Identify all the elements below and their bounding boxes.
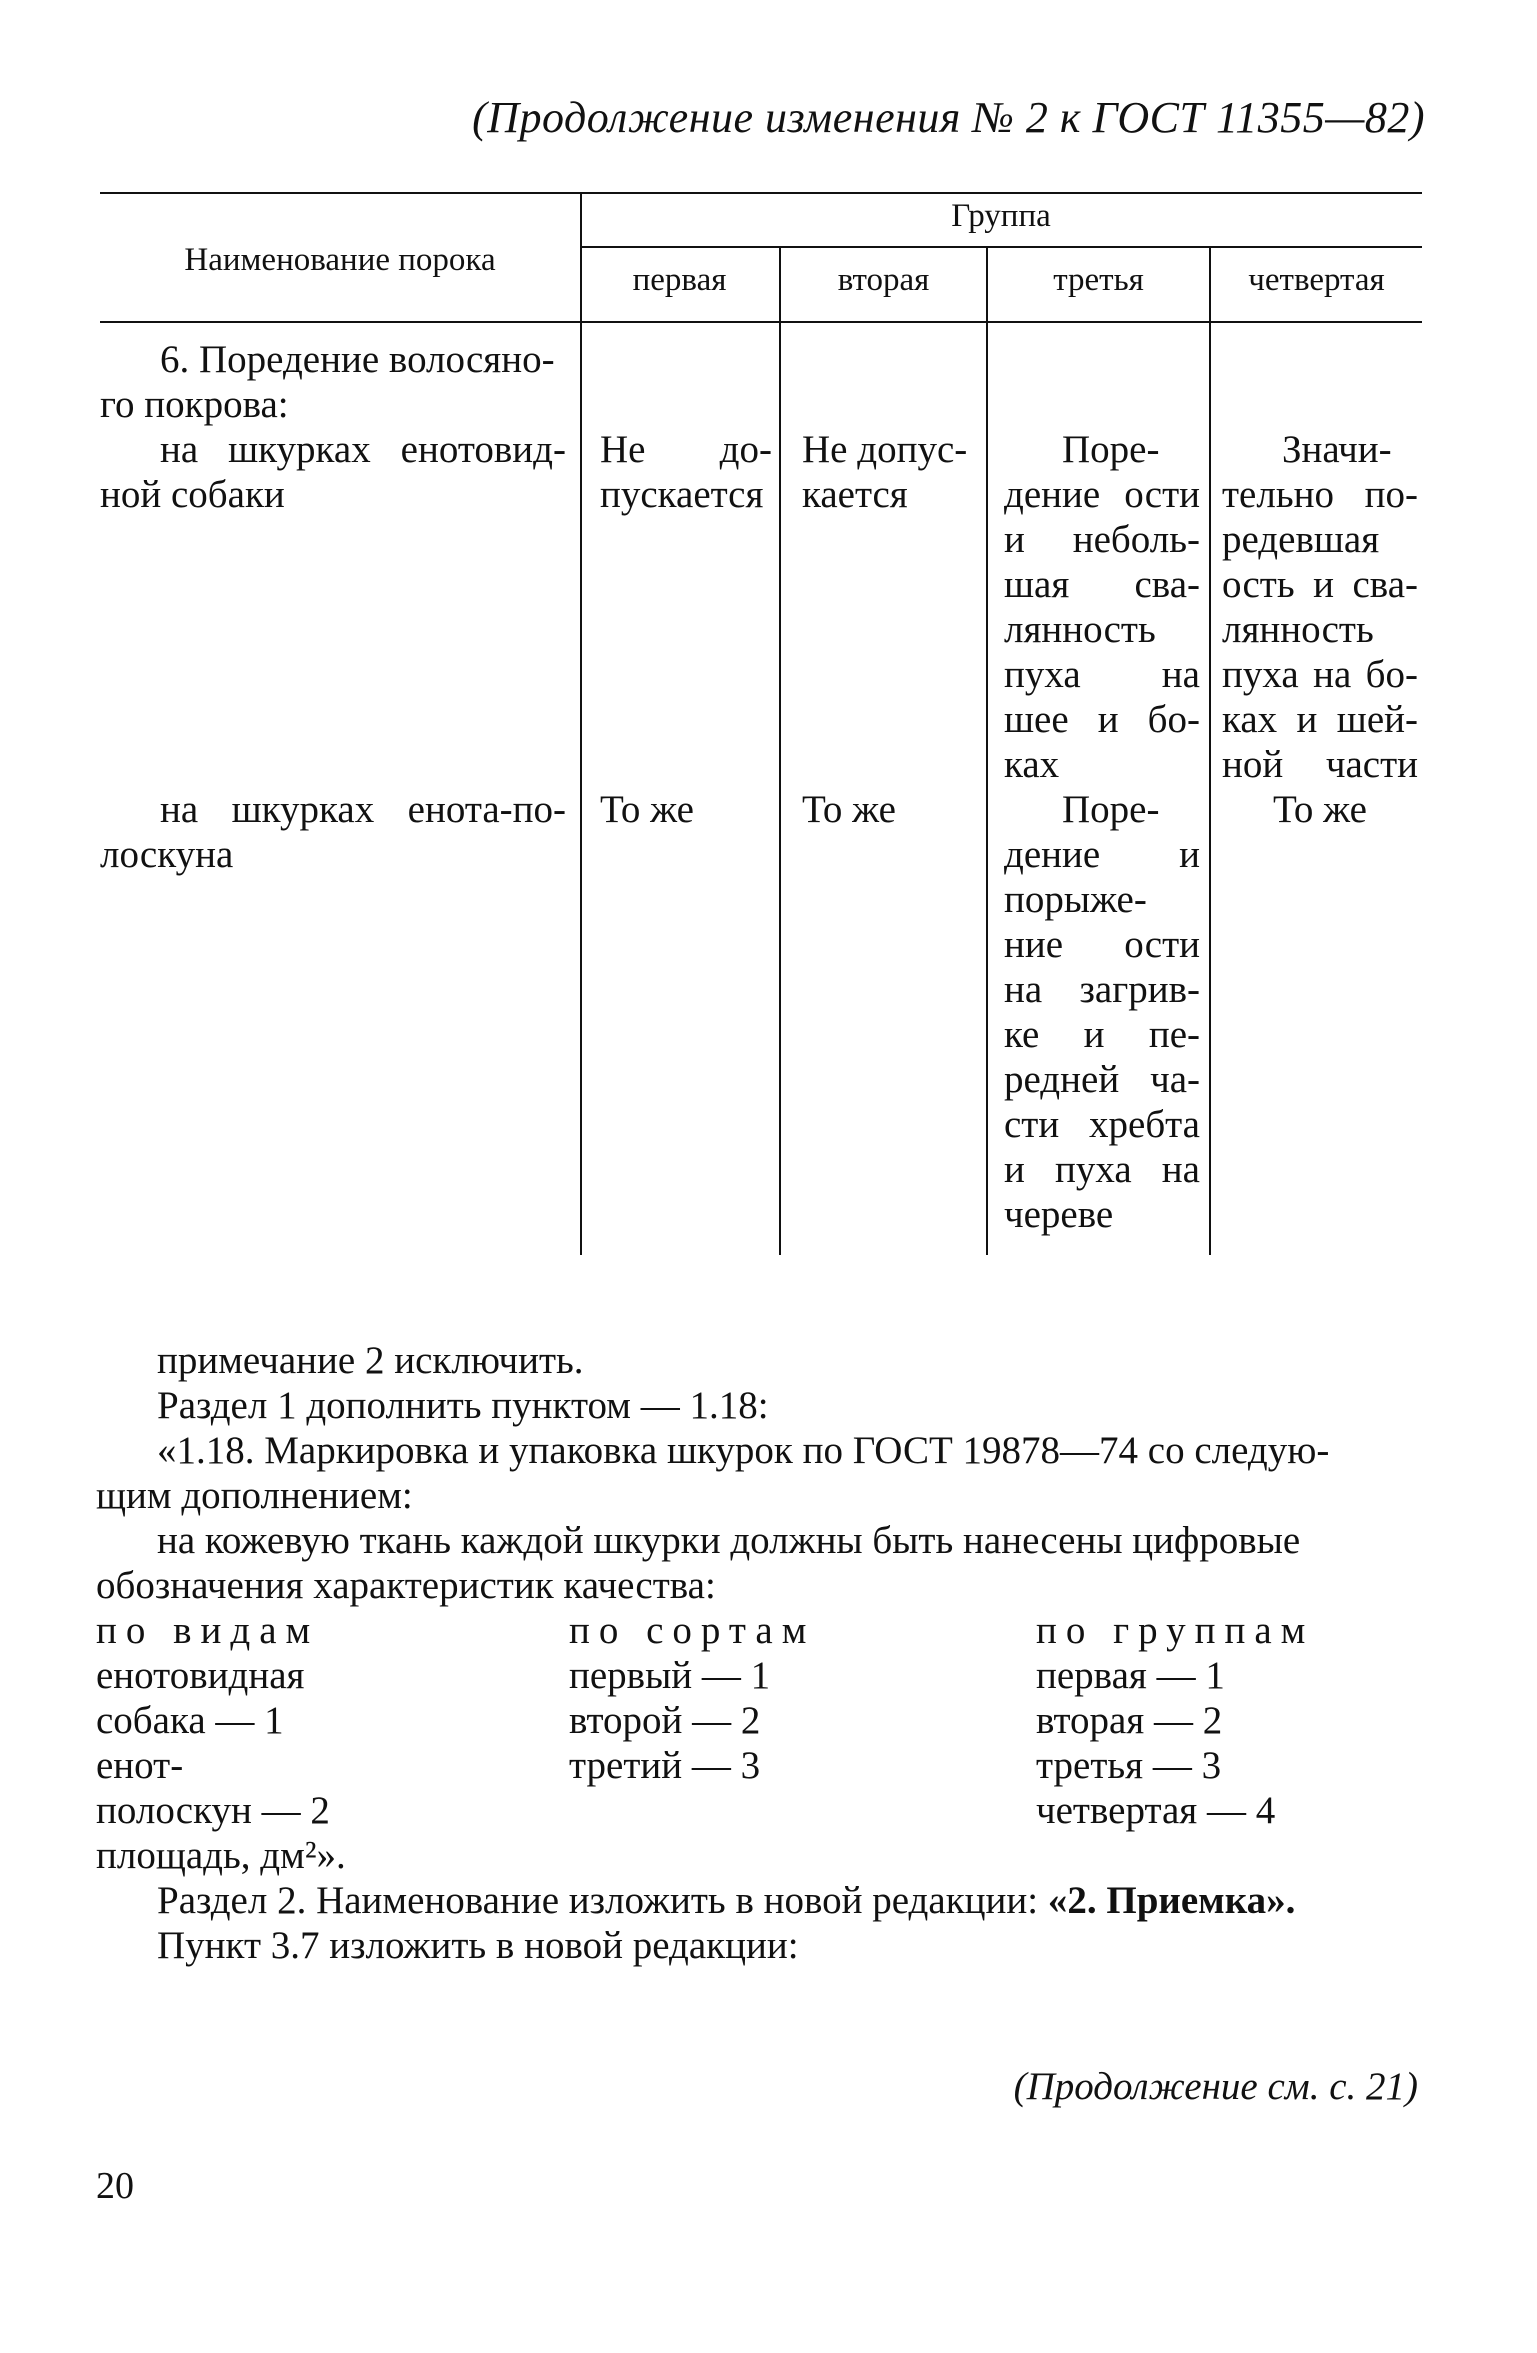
group-header-rule [580,246,1422,248]
column-header-group-3: третья [1053,262,1144,298]
column-heading: по группам [1036,1609,1315,1652]
header-bottom-rule [100,321,1422,323]
cell-line: редней ча- [1004,1058,1200,1101]
page-number: 20 [96,2165,134,2207]
cell-line: дение ости [1004,473,1200,516]
paragraph: обозначения характеристик качества: [96,1564,716,1607]
cell-line: То же [600,788,694,831]
column-divider [986,246,988,1255]
column-header-group: Группа [951,198,1051,234]
table-row-name [100,787,566,877]
page-header: (Продолжение изменения № 2 к ГОСТ 11355—82) [472,93,1425,142]
paragraph: «1.18. Маркировка и упаковка шкурок по ГОСТ 19878—74 со следую- [157,1429,1330,1472]
codes-by-grade [569,1608,815,1788]
cell-line: пускается [600,473,764,516]
cell-line: ках [1004,743,1060,786]
cell-line: пуха на бо- [1222,653,1418,696]
cell-line: Не допус- [802,428,968,471]
cell-line: редевшая [1222,518,1380,561]
cell-line: дение и [1004,833,1200,876]
row-title-line: го покрова: [100,383,289,426]
cell-line: ной собаки [100,473,285,516]
cell-line: ние ости [1004,923,1200,966]
cell-line: Поре- [1062,428,1160,471]
cell-line: шая сва- [1004,563,1200,606]
column-header-group-1: первая [632,262,727,298]
list-item: четвертая — 4 [1036,1789,1276,1832]
table-cell [600,787,772,832]
section-title-bold: «2. Приемка». [1047,1879,1296,1922]
codes-by-group [1036,1608,1314,1833]
list-item: енот- [96,1744,184,1787]
table-cell [802,787,978,832]
table-cell [802,427,978,517]
paragraph [157,1878,1295,1923]
cell-line: и пуха на [1004,1148,1200,1191]
column-header-group-4: четвертая [1248,262,1385,298]
column-heading: по сортам [569,1609,816,1652]
list-item: третий — 3 [569,1744,761,1787]
list-item: первый — 1 [569,1654,771,1697]
table-cell [600,427,772,517]
table-cell [1004,787,1200,1237]
paragraph: на кожевую ткань каждой шкурки должны быть нанесены цифровые [157,1519,1301,1562]
cell-line: шее и бо- [1004,698,1200,741]
paragraph: Раздел 1 дополнить пунктом — 1.18: [157,1384,769,1427]
cell-line: ках и шей- [1222,698,1418,741]
cell-line: на шкурках енота-по- [160,788,566,831]
list-item: собака — 1 [96,1699,284,1742]
cell-line: и неболь- [1004,518,1200,561]
cell-line: Не до- [600,428,772,471]
table-top-rule [100,192,1422,194]
cell-line: сти хребта [1004,1103,1200,1146]
cell-line: лянность [1222,608,1374,651]
cell-line: на шкурках енотовид- [160,428,566,471]
table-cell [1222,787,1418,832]
cell-line: пуха на [1004,653,1200,696]
row-title [100,337,566,427]
paragraph: щим дополнением: [96,1474,413,1517]
cell-line: ной части [1222,743,1418,786]
cell-line: порыже- [1004,878,1147,921]
column-header-defect: Наименование порока [184,242,496,278]
paragraph: примечание 2 исключить. [157,1339,584,1382]
row-title-line: 6. Поредение волосяно- [160,338,555,381]
cell-line: ость и сва- [1222,563,1418,606]
cell-line: Значи- [1282,428,1392,471]
cell-line: кается [802,473,908,516]
column-heading: по видам [96,1609,320,1652]
cell-line: череве [1004,1193,1114,1236]
cell-line: ке и пе- [1004,1013,1200,1056]
cell-line: Поре- [1062,788,1160,831]
cell-line: лоскуна [100,833,234,876]
paragraph-text: Раздел 2. Наименование изложить в новой редакции: [157,1879,1048,1922]
list-item: третья — 3 [1036,1744,1222,1787]
cell-line: на загрив- [1004,968,1200,1011]
cell-line: То же [802,788,896,831]
codes-by-type [96,1608,346,1878]
list-item: первая — 1 [1036,1654,1225,1697]
table-cell [1222,427,1418,787]
column-header-group-2: вторая [837,262,930,298]
column-divider [1209,246,1211,1255]
table-cell [1004,427,1200,787]
column-divider [580,192,582,1255]
list-item: площадь, дм²». [96,1834,346,1877]
paragraph: Пункт 3.7 изложить в новой редакции: [157,1924,799,1967]
cell-line: То же [1273,788,1367,831]
list-item: енотовидная [96,1654,305,1697]
list-item: второй — 2 [569,1699,761,1742]
cell-line: лянность [1004,608,1156,651]
table-row-name [100,427,566,517]
list-item: полоскун — 2 [96,1789,330,1832]
list-item: вторая — 2 [1036,1699,1223,1742]
page-footer: (Продолжение см. с. 21) [1013,2065,1418,2108]
cell-line: тельно по- [1222,473,1418,516]
column-divider [779,246,781,1255]
